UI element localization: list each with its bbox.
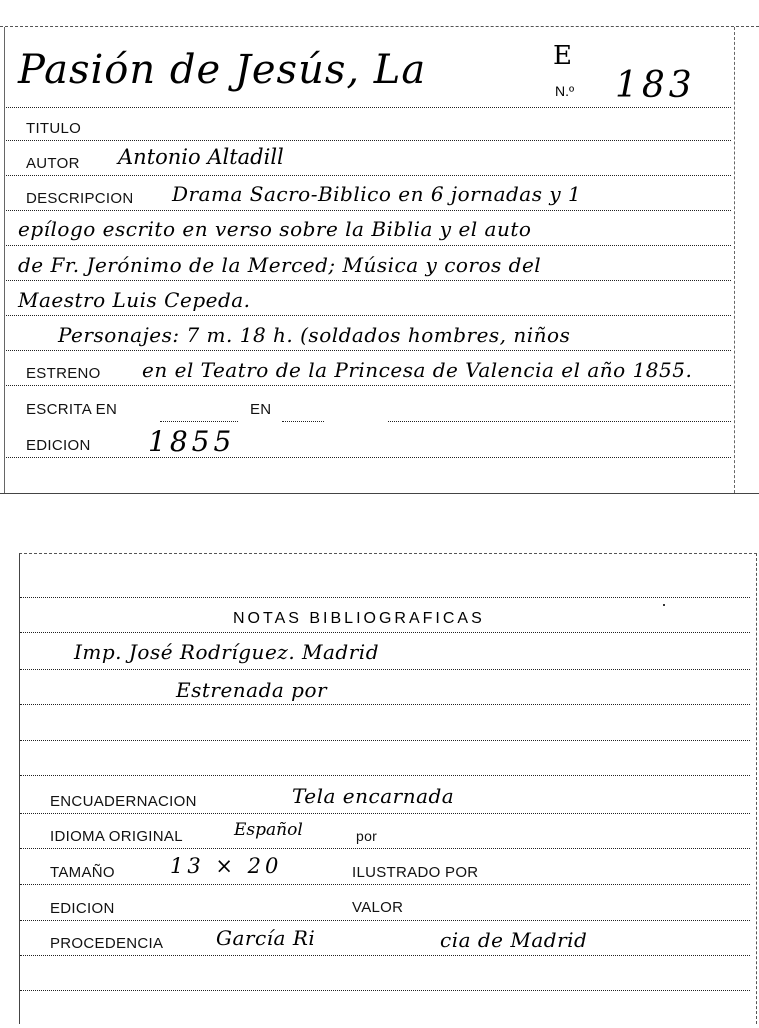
edicion-label-2: EDICION (50, 900, 115, 917)
card-number: 183 (615, 65, 696, 106)
notes-line-2: Estrenada por (176, 678, 328, 702)
heading-rule (20, 632, 750, 633)
descripcion-rule-4 (6, 315, 731, 316)
valor-label: VALOR (352, 899, 404, 916)
en-label: EN (250, 401, 272, 418)
procedencia-label: PROCEDENCIA (50, 935, 164, 952)
descripcion-line-5: Personajes: 7 m. 18 h. (soldados hombres, niños (58, 323, 571, 347)
descripcion-line-2: epílogo escrito en verso sobre la Biblia y el auto (18, 217, 532, 241)
estreno-rule (6, 385, 731, 386)
catalog-card-front (0, 26, 759, 494)
notes-heading: NOTAS BIBLIOGRAFICAS (233, 610, 485, 627)
edicion-rule-2 (20, 920, 750, 921)
escrita-en-label: ESCRITA EN (26, 401, 118, 418)
estreno-value: en el Teatro de la Princesa de Valencia el año 1855. (142, 358, 693, 382)
bottom-rule (20, 990, 750, 991)
edicion-rule (6, 457, 731, 458)
procedencia-value-1: García Ri (216, 926, 316, 950)
notes-rule-1 (20, 669, 750, 670)
estreno-label: ESTRENO (26, 365, 101, 382)
number-label: N.º (555, 83, 575, 99)
card-edge-left (4, 27, 5, 493)
title-handwritten: Pasión de Jesús, La (18, 47, 427, 93)
encuadernacion-value: Tela encarnada (292, 784, 455, 808)
por-label: por (356, 828, 378, 844)
descripcion-rule-3 (6, 280, 731, 281)
titulo-label: TITULO (26, 120, 82, 137)
notes-rule-3 (20, 740, 750, 741)
notes-rule-4 (20, 775, 750, 776)
descripcion-label: DESCRIPCION (26, 190, 134, 207)
descripcion-rule-5 (6, 350, 731, 351)
notes-line-1: Imp. José Rodríguez. Madrid (74, 640, 379, 664)
encuadernacion-label: ENCUADERNACION (50, 793, 197, 810)
descripcion-line-1: Drama Sacro-Biblico en 6 jornadas y 1 (172, 182, 582, 206)
en-rule-b (388, 421, 731, 422)
edicion-label: EDICION (26, 437, 91, 454)
escrita-en-rule (160, 421, 238, 422)
descripcion-line-4: Maestro Luis Cepeda. (18, 288, 251, 312)
idioma-rule (20, 848, 750, 849)
title-rule (6, 107, 731, 108)
catalog-card-back (19, 553, 757, 1024)
autor-label: AUTOR (26, 155, 80, 172)
encuadernacion-rule (20, 813, 750, 814)
autor-rule (6, 175, 731, 176)
descripcion-line-3: de Fr. Jerónimo de la Merced; Música y coros del (18, 253, 542, 277)
descripcion-rule-1 (6, 210, 731, 211)
autor-value: Antonio Altadill (118, 145, 284, 169)
ilustrado-por-label: ILUSTRADO POR (352, 864, 479, 881)
card-edge-right (734, 27, 735, 493)
tamano-value: 13 × 20 (170, 854, 283, 878)
category-mark: E (553, 41, 572, 71)
edicion-value: 1855 (148, 425, 236, 458)
idioma-original-label: IDIOMA ORIGINAL (50, 828, 183, 845)
idioma-original-value: Español (234, 820, 303, 840)
procedencia-rule (20, 955, 750, 956)
tamano-rule (20, 884, 750, 885)
descripcion-rule-2 (6, 245, 731, 246)
card-speck (663, 604, 665, 606)
titulo-rule (6, 140, 731, 141)
tamano-label: TAMAÑO (50, 864, 115, 881)
en-rule-a (282, 421, 324, 422)
top-rule (20, 597, 750, 598)
procedencia-value-2: cia de Madrid (440, 928, 588, 952)
notes-rule-2 (20, 704, 750, 705)
